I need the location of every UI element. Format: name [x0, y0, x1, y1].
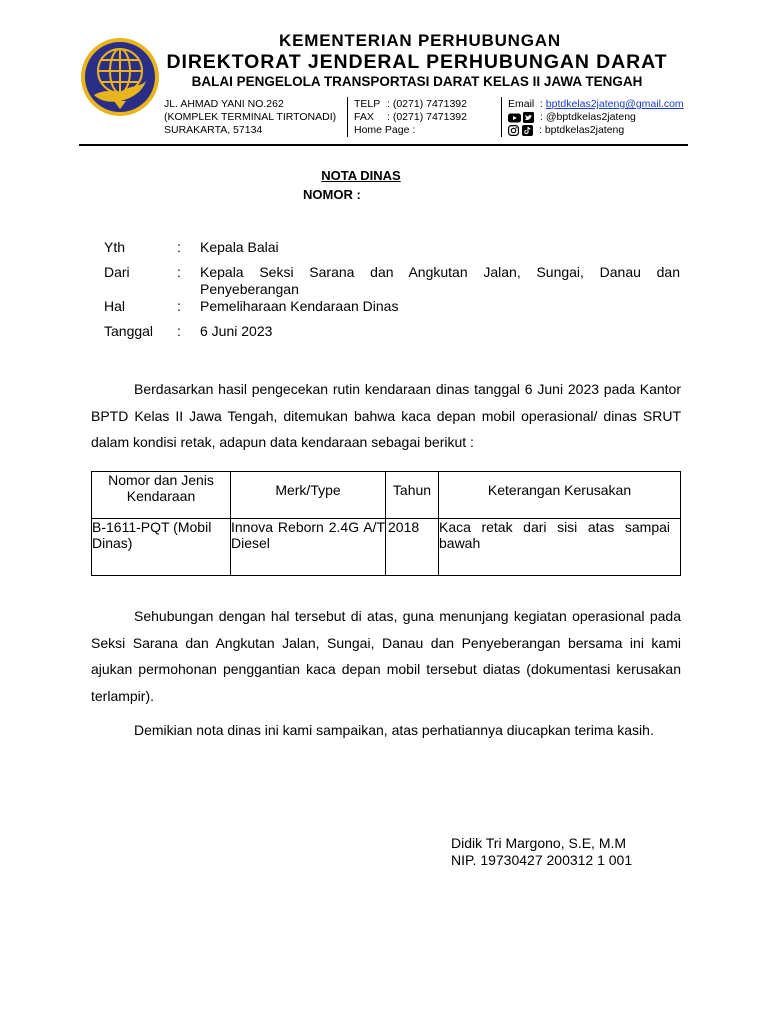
field-value-hal: Pemeliharaan Kendaraan Dinas	[200, 298, 399, 314]
table-row	[92, 519, 681, 576]
signatory-nip: NIP. 19730427 200312 1 001	[451, 852, 633, 868]
email-link[interactable]: bptdkelas2jateng@gmail.com	[545, 98, 684, 110]
header-divider	[347, 97, 348, 137]
table-cell: Kaca retak dari sisi atas sampai bawah	[439, 519, 681, 576]
body-paragraph-1: Berdasarkan hasil pengecekan rutin kendaraan dinas tanggal 6 Juni 2023 pada Kantor BPTD Kelas II Jawa Tengah, ditemukan bahwa kaca depan mobil operasional/ dinas SRUT dalam kondisi retak, adapun data kendaraan sebagai berikut :	[91, 381, 681, 450]
twitter-handle: : @bptdkelas2jateng	[540, 111, 636, 123]
field-label-hal: Hal	[104, 298, 126, 314]
telp-value: : (0271) 7471392	[387, 98, 467, 110]
instagram-handle: : bptdkelas2jateng	[539, 124, 625, 136]
email-label: Email	[508, 98, 535, 110]
telp-label: TELP	[354, 98, 381, 110]
field-colon: :	[177, 298, 181, 314]
field-value-dari: Kepala Seksi Sarana dan Angkutan Jalan, Sungai, Danau dan Penyeberangan	[200, 264, 680, 297]
contact-block	[508, 98, 698, 137]
body-paragraph-3: Demikian nota dinas ini kami sampaikan, atas perhatiannya diucapkan terima kasih.	[134, 722, 654, 738]
directorate-name: DIREKTORAT JENDERAL PERHUBUNGAN DARAT	[166, 51, 668, 73]
table-cell: B-1611-PQT (Mobil Dinas)	[92, 519, 231, 576]
field-value-tanggal: 6 Juni 2023	[200, 323, 273, 339]
fax-value: : (0271) 7471392	[387, 111, 467, 123]
field-label-tanggal: Tanggal	[104, 323, 154, 339]
signatory-name: Didik Tri Margono, S.E, M.M	[451, 835, 627, 851]
table-header-row	[92, 472, 681, 519]
email-separator: :	[539, 98, 543, 110]
phone-block	[354, 98, 494, 137]
office-name: BALAI PENGELOLA TRANSPORTASI DARAT KELAS II JAWA TENGAH	[191, 74, 643, 89]
table-cell: 2018	[386, 519, 439, 576]
ministry-name: KEMENTERIAN PERHUBUNGAN	[279, 31, 561, 50]
field-colon: :	[177, 323, 181, 339]
address-block	[164, 98, 336, 137]
vehicle-table	[91, 471, 681, 576]
address-line-3: SURAKARTA, 57134	[164, 124, 263, 136]
field-label-dari: Dari	[104, 264, 130, 280]
address-line-2: (KOMPLEK TERMINAL TIRTONADI)	[164, 111, 337, 123]
youtube-icon	[508, 113, 521, 123]
tiktok-icon	[522, 125, 533, 136]
field-colon: :	[177, 264, 181, 280]
letterhead-rule	[79, 144, 688, 146]
field-label-yth: Yth	[104, 239, 126, 255]
instagram-icon	[508, 125, 519, 136]
table-header-cell: Tahun	[386, 472, 439, 519]
body-paragraph-2: Sehubungan dengan hal tersebut di atas, guna menunjang kegiatan operasional pada Seksi Sarana dan Angkutan Jalan, Sungai, Danau dan Penyeberangan bersama ini kami ajukan permohonan penggantian kaca depan mobil tersebut diatas (dokumentasi kerusakan terlampir).	[91, 608, 681, 704]
field-value-yth: Kepala Balai	[200, 239, 279, 255]
table-cell: Innova Reborn 2.4G A/T Diesel	[231, 519, 386, 576]
twitter-icon	[523, 112, 534, 123]
homepage-label: Home Page :	[354, 124, 416, 136]
table-header-cell: Merk/Type	[231, 472, 386, 519]
memo-number-label: NOMOR :	[303, 187, 361, 202]
header-divider	[501, 97, 502, 137]
address-line-1: JL. AHMAD YANI NO.262	[164, 98, 284, 110]
table-header-cell: Keterangan Kerusakan	[439, 472, 681, 519]
table-header-cell: Nomor dan Jenis Kendaraan	[92, 472, 231, 519]
memo-title: NOTA DINAS	[321, 168, 401, 183]
fax-label: FAX	[354, 111, 374, 123]
field-colon: :	[177, 239, 181, 255]
